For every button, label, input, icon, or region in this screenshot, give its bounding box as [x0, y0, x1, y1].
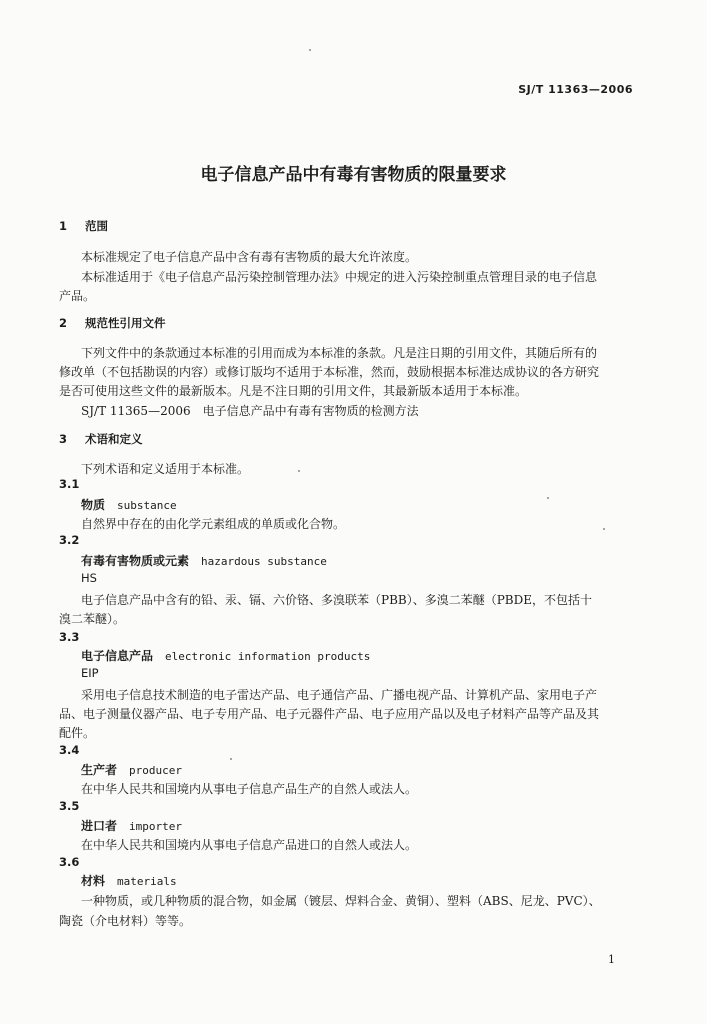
term-english: producer: [129, 764, 182, 777]
term-definition: 在中华人民共和国境内从事电子信息产品进口的自然人或法人。: [81, 838, 418, 852]
scan-speck: [603, 528, 605, 530]
scan-speck: [298, 470, 300, 472]
section-3-heading: [59, 431, 143, 447]
term-entry: [81, 496, 177, 513]
term-english: substance: [117, 499, 177, 512]
term-definition: 自然界中存在的由化学元素组成的单质或化合物。: [81, 517, 346, 531]
scan-speck: [547, 497, 549, 499]
term-definition-continuation: 品、电子测量仪器产品、电子专用产品、电子元器件产品、电子应用产品以及电子材料产品等产品及其: [59, 707, 600, 721]
scan-speck: [230, 758, 232, 760]
term-chinese: 材料: [81, 874, 106, 888]
term-number: 3.3: [59, 630, 80, 644]
section-title: 规范性引用文件: [85, 316, 166, 330]
term-definition: 采用电子信息技术制造的电子雷达产品、电子通信产品、广播电视产品、计算机产品、家用电子产: [81, 688, 598, 702]
paragraph: 本标准适用于《电子信息产品污染控制管理办法》中规定的进入污染控制重点管理目录的电子信息: [81, 270, 598, 284]
term-abbreviation: EIP: [81, 666, 99, 680]
section-number: 3: [59, 432, 68, 446]
term-entry: [81, 761, 182, 778]
section-2-heading: [59, 315, 166, 331]
term-english: importer: [129, 820, 182, 833]
term-number: 3.2: [59, 533, 80, 547]
term-definition: 电子信息产品中含有的铅、汞、镉、六价铬、多溴联苯（PBB）、多溴二苯醚（PBDE，不包括十: [81, 593, 592, 607]
term-entry: [81, 817, 182, 834]
normative-reference: SJ/T 11365—2006 电子信息产品中有毒有害物质的检测方法: [81, 404, 419, 418]
term-entry: [81, 647, 370, 664]
term-entry: [81, 872, 177, 889]
paragraph: 本标准规定了电子信息产品中含有毒有害物质的最大允许浓度。: [81, 250, 418, 264]
term-chinese: 电子信息产品: [81, 649, 154, 663]
paragraph: 下列术语和定义适用于本标准。: [81, 462, 250, 476]
term-entry: [81, 552, 327, 569]
scan-speck: [309, 49, 311, 51]
term-number: 3.1: [59, 477, 80, 491]
section-1-heading: [59, 218, 108, 234]
term-number: 3.5: [59, 799, 80, 813]
section-number: 1: [59, 219, 68, 233]
term-definition-continuation: 陶瓷（介电材料）等等。: [59, 914, 192, 928]
paragraph-continuation: 修改单（不包括勘误的内容）或修订版均不适用于本标准，然而，鼓励根据本标准达成协议的各方研究: [59, 365, 600, 379]
term-abbreviation: HS: [81, 571, 97, 585]
term-chinese: 生产者: [81, 763, 118, 777]
section-title: 范围: [85, 219, 108, 233]
term-english: materials: [117, 875, 177, 888]
term-number: 3.4: [59, 743, 80, 757]
paragraph-continuation: 是否可使用这些文件的最新版本。凡是不注日期的引用文件，其最新版本适用于本标准。: [59, 384, 528, 398]
section-number: 2: [59, 316, 68, 330]
term-definition-continuation: 配件。: [59, 726, 96, 740]
term-number: 3.6: [59, 855, 80, 869]
term-definition-continuation: 溴二苯醚）。: [59, 612, 126, 626]
page-number: 1: [608, 953, 615, 966]
term-chinese: 物质: [81, 498, 106, 512]
term-definition: 一种物质，或几种物质的混合物，如金属（镀层、焊料合金、黄铜）、塑料（ABS、尼龙、PVC）、: [81, 894, 601, 908]
term-chinese: 进口者: [81, 819, 118, 833]
term-english: electronic information products: [165, 650, 371, 663]
term-english: hazardous substance: [201, 555, 327, 568]
document-title: 电子信息产品中有毒有害物质的限量要求: [200, 165, 507, 185]
standard-code: SJ/T 11363—2006: [518, 83, 633, 96]
section-title: 术语和定义: [85, 432, 143, 446]
paragraph: 下列文件中的条款通过本标准的引用而成为本标准的条款。凡是注日期的引用文件，其随后所有的: [81, 346, 598, 360]
paragraph-continuation: 产品。: [59, 289, 96, 303]
term-definition: 在中华人民共和国境内从事电子信息产品生产的自然人或法人。: [81, 782, 418, 796]
term-chinese: 有毒有害物质或元素: [81, 554, 190, 568]
